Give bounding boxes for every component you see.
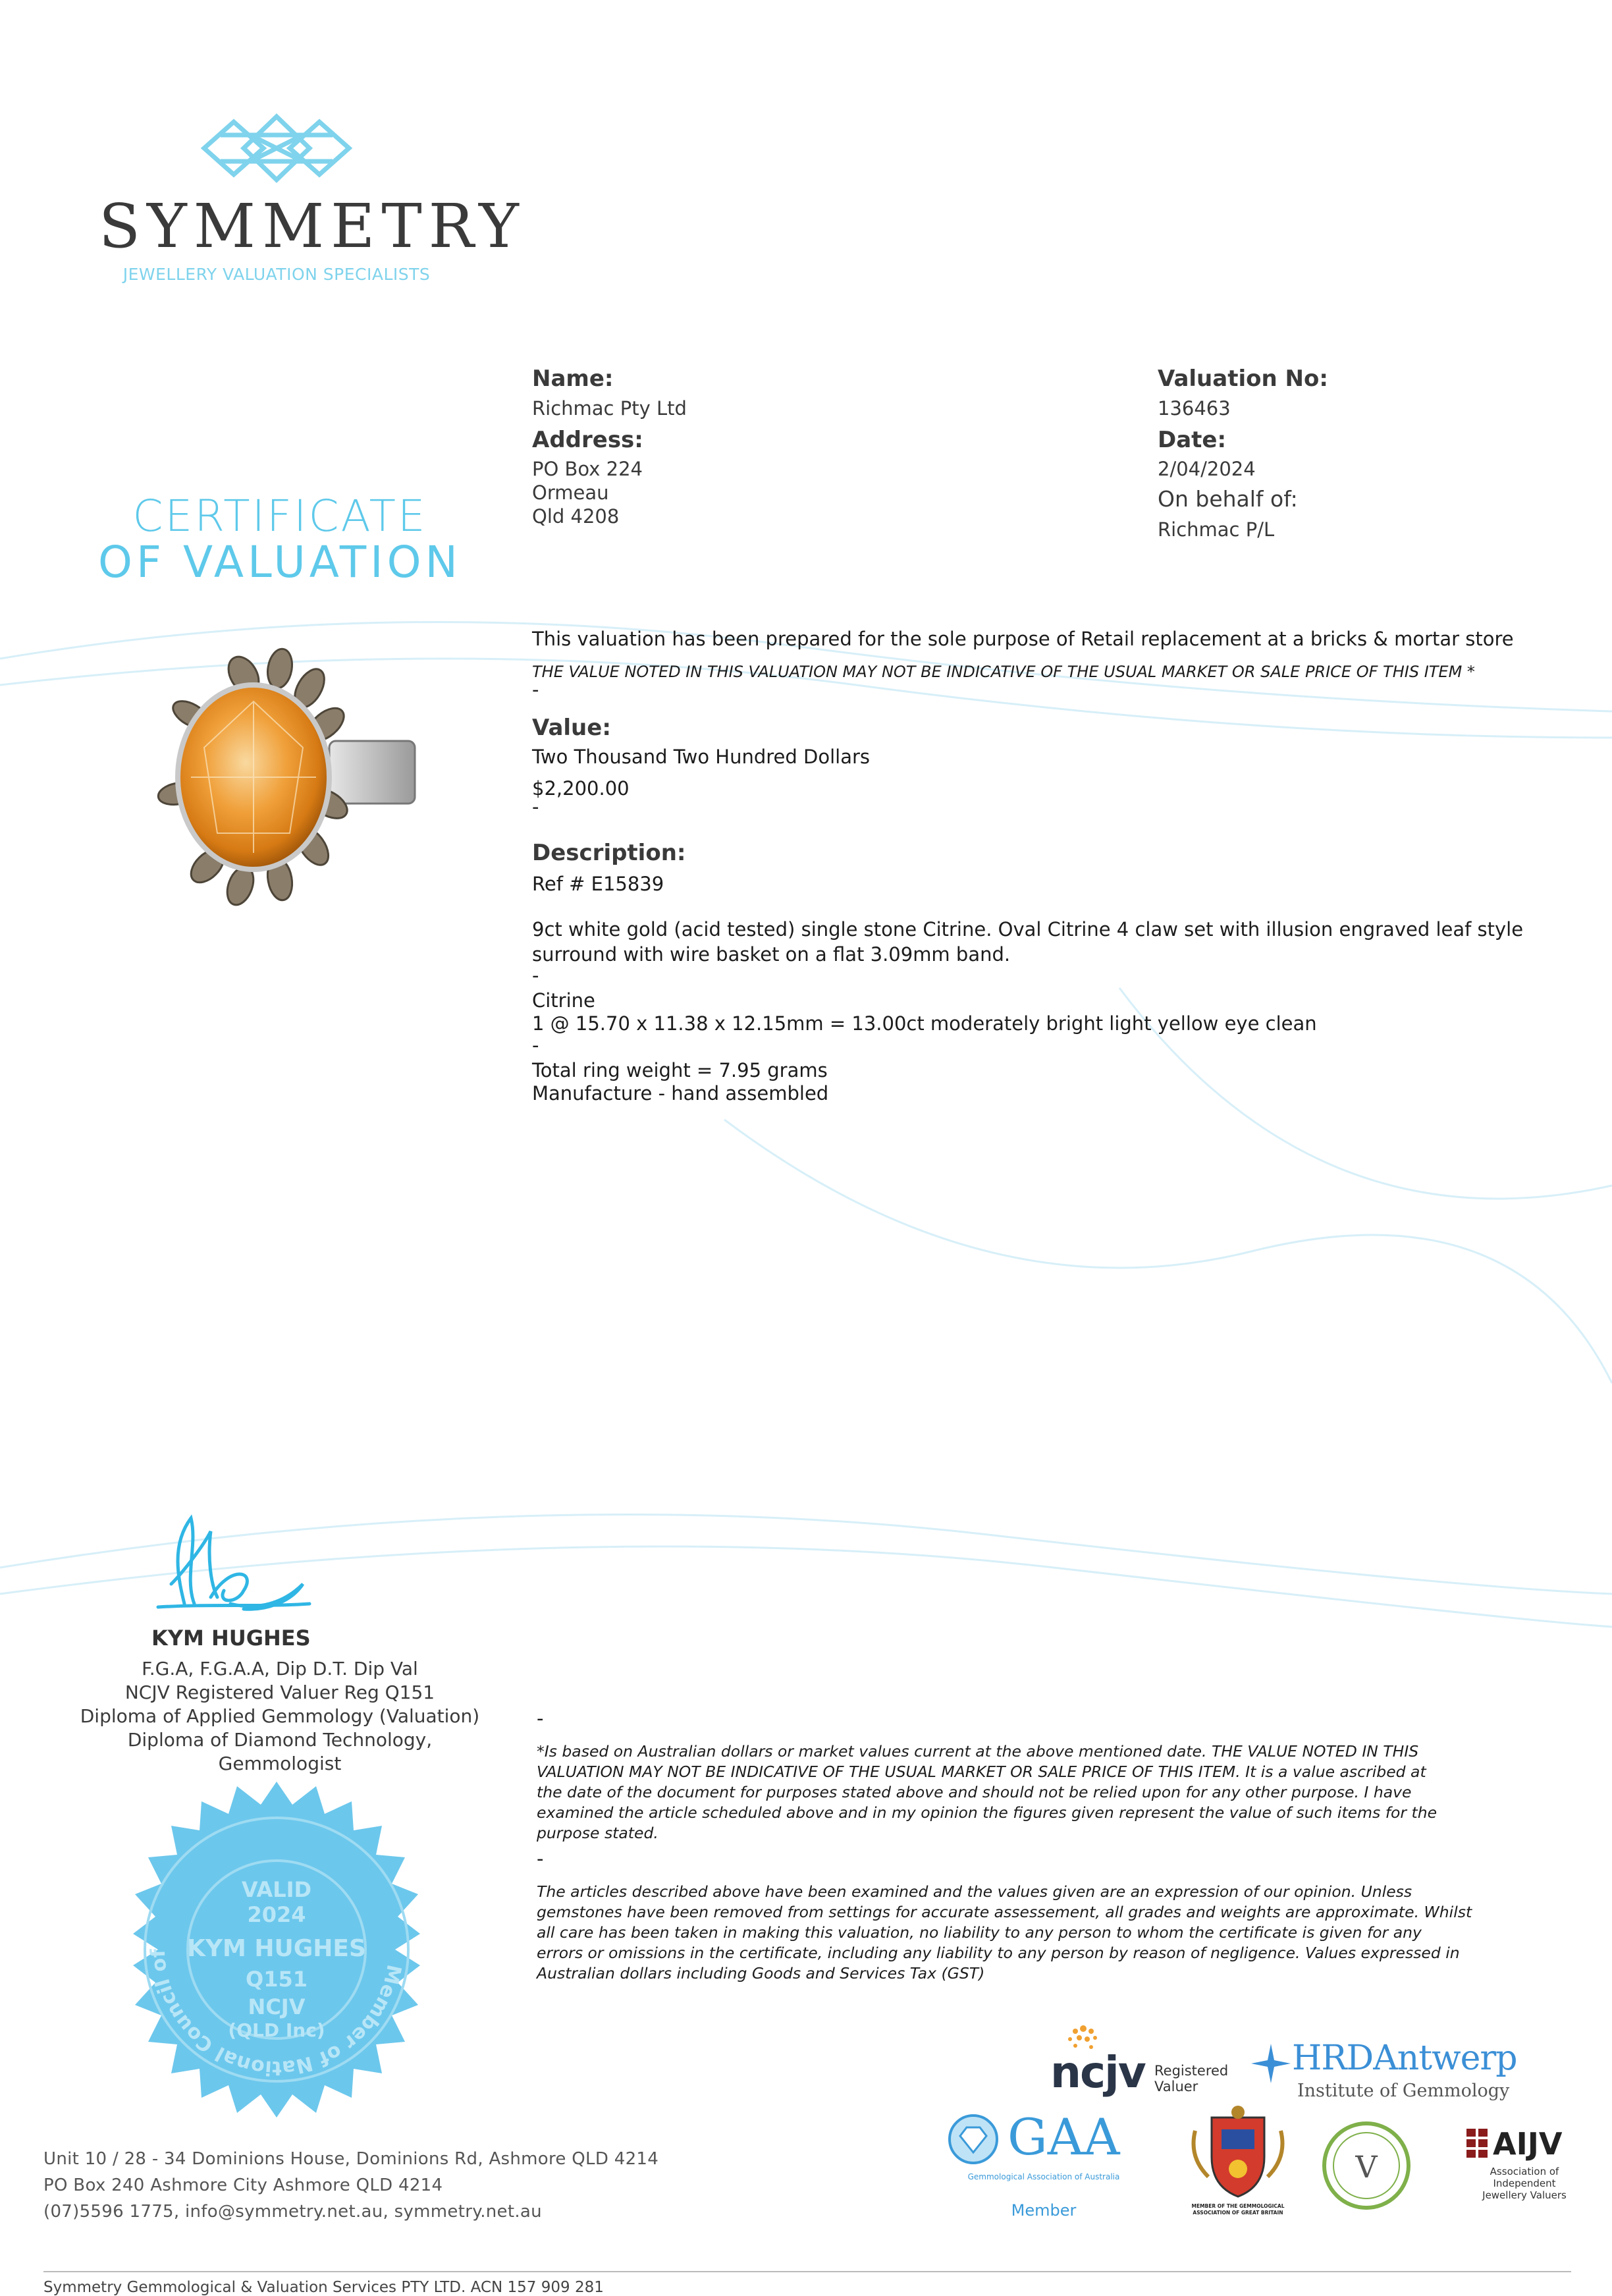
signatory-name: KYM HUGHES [151,1626,311,1651]
disclaimer-line: errors or omissions in the certificate, including any liability to any person by reason of negligence. Values expressed in [537,1944,1460,1962]
aijv-name: AIJV [1493,2126,1563,2162]
value-amount: $2,200.00 [532,777,630,800]
address-line: Ormeau [532,481,609,504]
separator-dash: - [532,796,539,818]
disclaimer-line: examined the article scheduled above and in my opinion the figures given represent the value of such items for the [537,1803,1437,1822]
contact-line: Unit 10 / 28 - 34 Dominions House, Dominions Rd, Ashmore QLD 4214 [43,2149,659,2169]
gaa-sub: Gemmological Association of Australia [967,2172,1120,2181]
hrd-sub: Institute of Gemmology [1297,2081,1510,2101]
disclaimer-line: The articles described above have been examined and the values given are an expression of our opinion. Unless [537,1882,1412,1901]
valuation-number-label: Valuation No: [1158,366,1328,392]
seal-ring-path: Member of National Council of [146,1948,406,2080]
crest-caption: ASSOCIATION OF GREAT BRITAIN [1193,2210,1283,2216]
hrd-name: HRDAntwerp [1292,2038,1517,2078]
credential-line: Diploma of Diamond Technology, [127,1729,433,1751]
separator-dash: - [532,1034,539,1056]
brand-name: SYMMETRY [99,191,525,261]
signature [145,1505,316,1626]
seal-line: VALID [241,1877,312,1902]
seal-line: (QLD Inc) [228,2019,325,2041]
roundel-icon [1320,2119,1412,2212]
behalf-label: On behalf of: [1158,486,1298,512]
stone-name: Citrine [532,989,595,1012]
disclaimer-line: purpose stated. [537,1824,658,1842]
ring-photo [151,642,428,928]
name-label: Name: [532,366,614,392]
description-para-line1: 9ct white gold (acid tested) single stone Citrine. Oval Citrine 4 claw set with illusion engraved leaf style [532,918,1524,941]
stone-detail: 1 @ 15.70 x 11.38 x 12.15mm = 13.00ct moderately bright light yellow eye clean [532,1012,1317,1035]
seal-line: NCJV [248,1994,306,2019]
credential-line: NCJV Registered Valuer Reg Q151 [124,1681,435,1703]
address-label: Address: [532,427,643,453]
hrd-antwerp-logo [1251,2038,1528,2104]
gaa-logo [942,2108,1146,2223]
disclaimer-line: the date of the document for purposes stated above and should not be relied upon for any other purpose. I have [537,1783,1412,1801]
separator-dash: - [532,964,539,987]
aijv-sub: Jewellery Valuers [1482,2189,1567,2201]
value-label: Value: [532,715,611,741]
hrd-star-icon [1251,2044,1291,2083]
valuation-number: 136463 [1158,397,1231,420]
seal-line: Q151 [246,1967,308,1992]
valuation-date: 2/04/2024 [1158,458,1256,480]
value-words: Two Thousand Two Hundred Dollars [532,746,871,768]
certificate-title-line2: OF VALUATION [98,537,462,588]
separator-dash: - [537,1707,544,1730]
company-footer: Symmetry Gemmological & Valuation Services PTY LTD. ACN 157 909 281 [43,2279,604,2296]
disclaimer-line: VALUATION MAY NOT BE INDICATIVE OF THE USUAL MARKET OR SALE PRICE OF THIS ITEM. It is a value ascribed at [537,1763,1426,1781]
seal-graphic [105,1778,448,2121]
valuers-roundel [1320,2119,1412,2212]
disclaimer-line: all care has been taken in making this valuation, no liability to any person to whom the certificate is given for any [537,1923,1422,1942]
brand-tagline: JEWELLERY VALUATION SPECIALISTS [122,265,431,284]
aijv-sub: Association of [1490,2166,1559,2177]
separator-dash: - [532,678,539,701]
purpose-text: This valuation has been prepared for the sole purpose of Retail replacement at a bricks & mortar store [532,628,1514,650]
gemmological-crest [1182,2104,1294,2223]
aijv-logo [1465,2126,1584,2212]
ring-weight: Total ring weight = 7.95 grams [532,1059,828,1081]
crest-caption: MEMBER OF THE GEMMOLOGICAL [1191,2203,1285,2209]
roundel-letter: V [1355,2149,1378,2185]
contact-line: PO Box 240 Ashmore City Ashmore QLD 4214 [43,2175,443,2195]
client-name: Richmac Pty Ltd [532,397,687,420]
credential-line: Gemmologist [218,1753,342,1774]
behalf-name: Richmac P/L [1158,518,1275,541]
description-label: Description: [532,840,686,866]
manufacture: Manufacture - hand assembled [532,1082,829,1105]
aijv-sub: Independent [1493,2177,1556,2189]
disclaimer-line: Australian dollars including Goods and Services Tax (GST) [537,1964,985,1982]
contact-line: (07)5596 1775, info@symmetry.net.au, symmetry.net.au [43,2202,542,2222]
ncjv-sub: Registered [1154,2063,1229,2079]
address-line: PO Box 224 [532,458,643,480]
disclaimer-line: *Is based on Australian dollars or market values current at the above mentioned date. THE VALUE NOTED IN THIS [537,1742,1419,1761]
symmetry-logo-icon [198,109,356,190]
purpose-notice: THE VALUE NOTED IN THIS VALUATION MAY NOT BE INDICATIVE OF THE USUAL MARKET OR SALE PRICE OF THIS ITEM * [532,663,1475,681]
ncjv-logo [1044,2022,1241,2098]
credential-line: Diploma of Applied Gemmology (Valuation) [80,1705,480,1727]
credential-line: F.G.A, F.G.A.A, Dip D.T. Dip Val [142,1658,418,1680]
aijv-blocks-icon [1466,2129,1489,2158]
disclaimer-line: gemstones have been removed from settings for accurate assessement, all grades and weights are approximate. Whilst [537,1903,1472,1921]
date-label: Date: [1158,427,1227,453]
seal-line: 2024 [247,1902,306,1927]
gaa-name: GAA [1008,2108,1120,2166]
ncjv-seal [105,1778,448,2123]
description-para-line2: surround with wire basket on a flat 3.09mm band. [532,943,1011,966]
description-ref: Ref # E15839 [532,873,664,895]
gaa-emblem-icon [947,2113,1000,2166]
ncjv-name: ncjv [1050,2047,1145,2098]
gaa-member: Member [1011,2201,1077,2220]
seal-line: KYM HUGHES [187,1935,366,1962]
crest-icon [1182,2104,1294,2203]
footer-divider [43,2271,1571,2272]
ncjv-sub: Valuer [1154,2079,1198,2094]
certificate-title-line1: CERTIFICATE [132,491,427,541]
address-line: Qld 4208 [532,505,620,528]
separator-dash: - [537,1847,544,1870]
